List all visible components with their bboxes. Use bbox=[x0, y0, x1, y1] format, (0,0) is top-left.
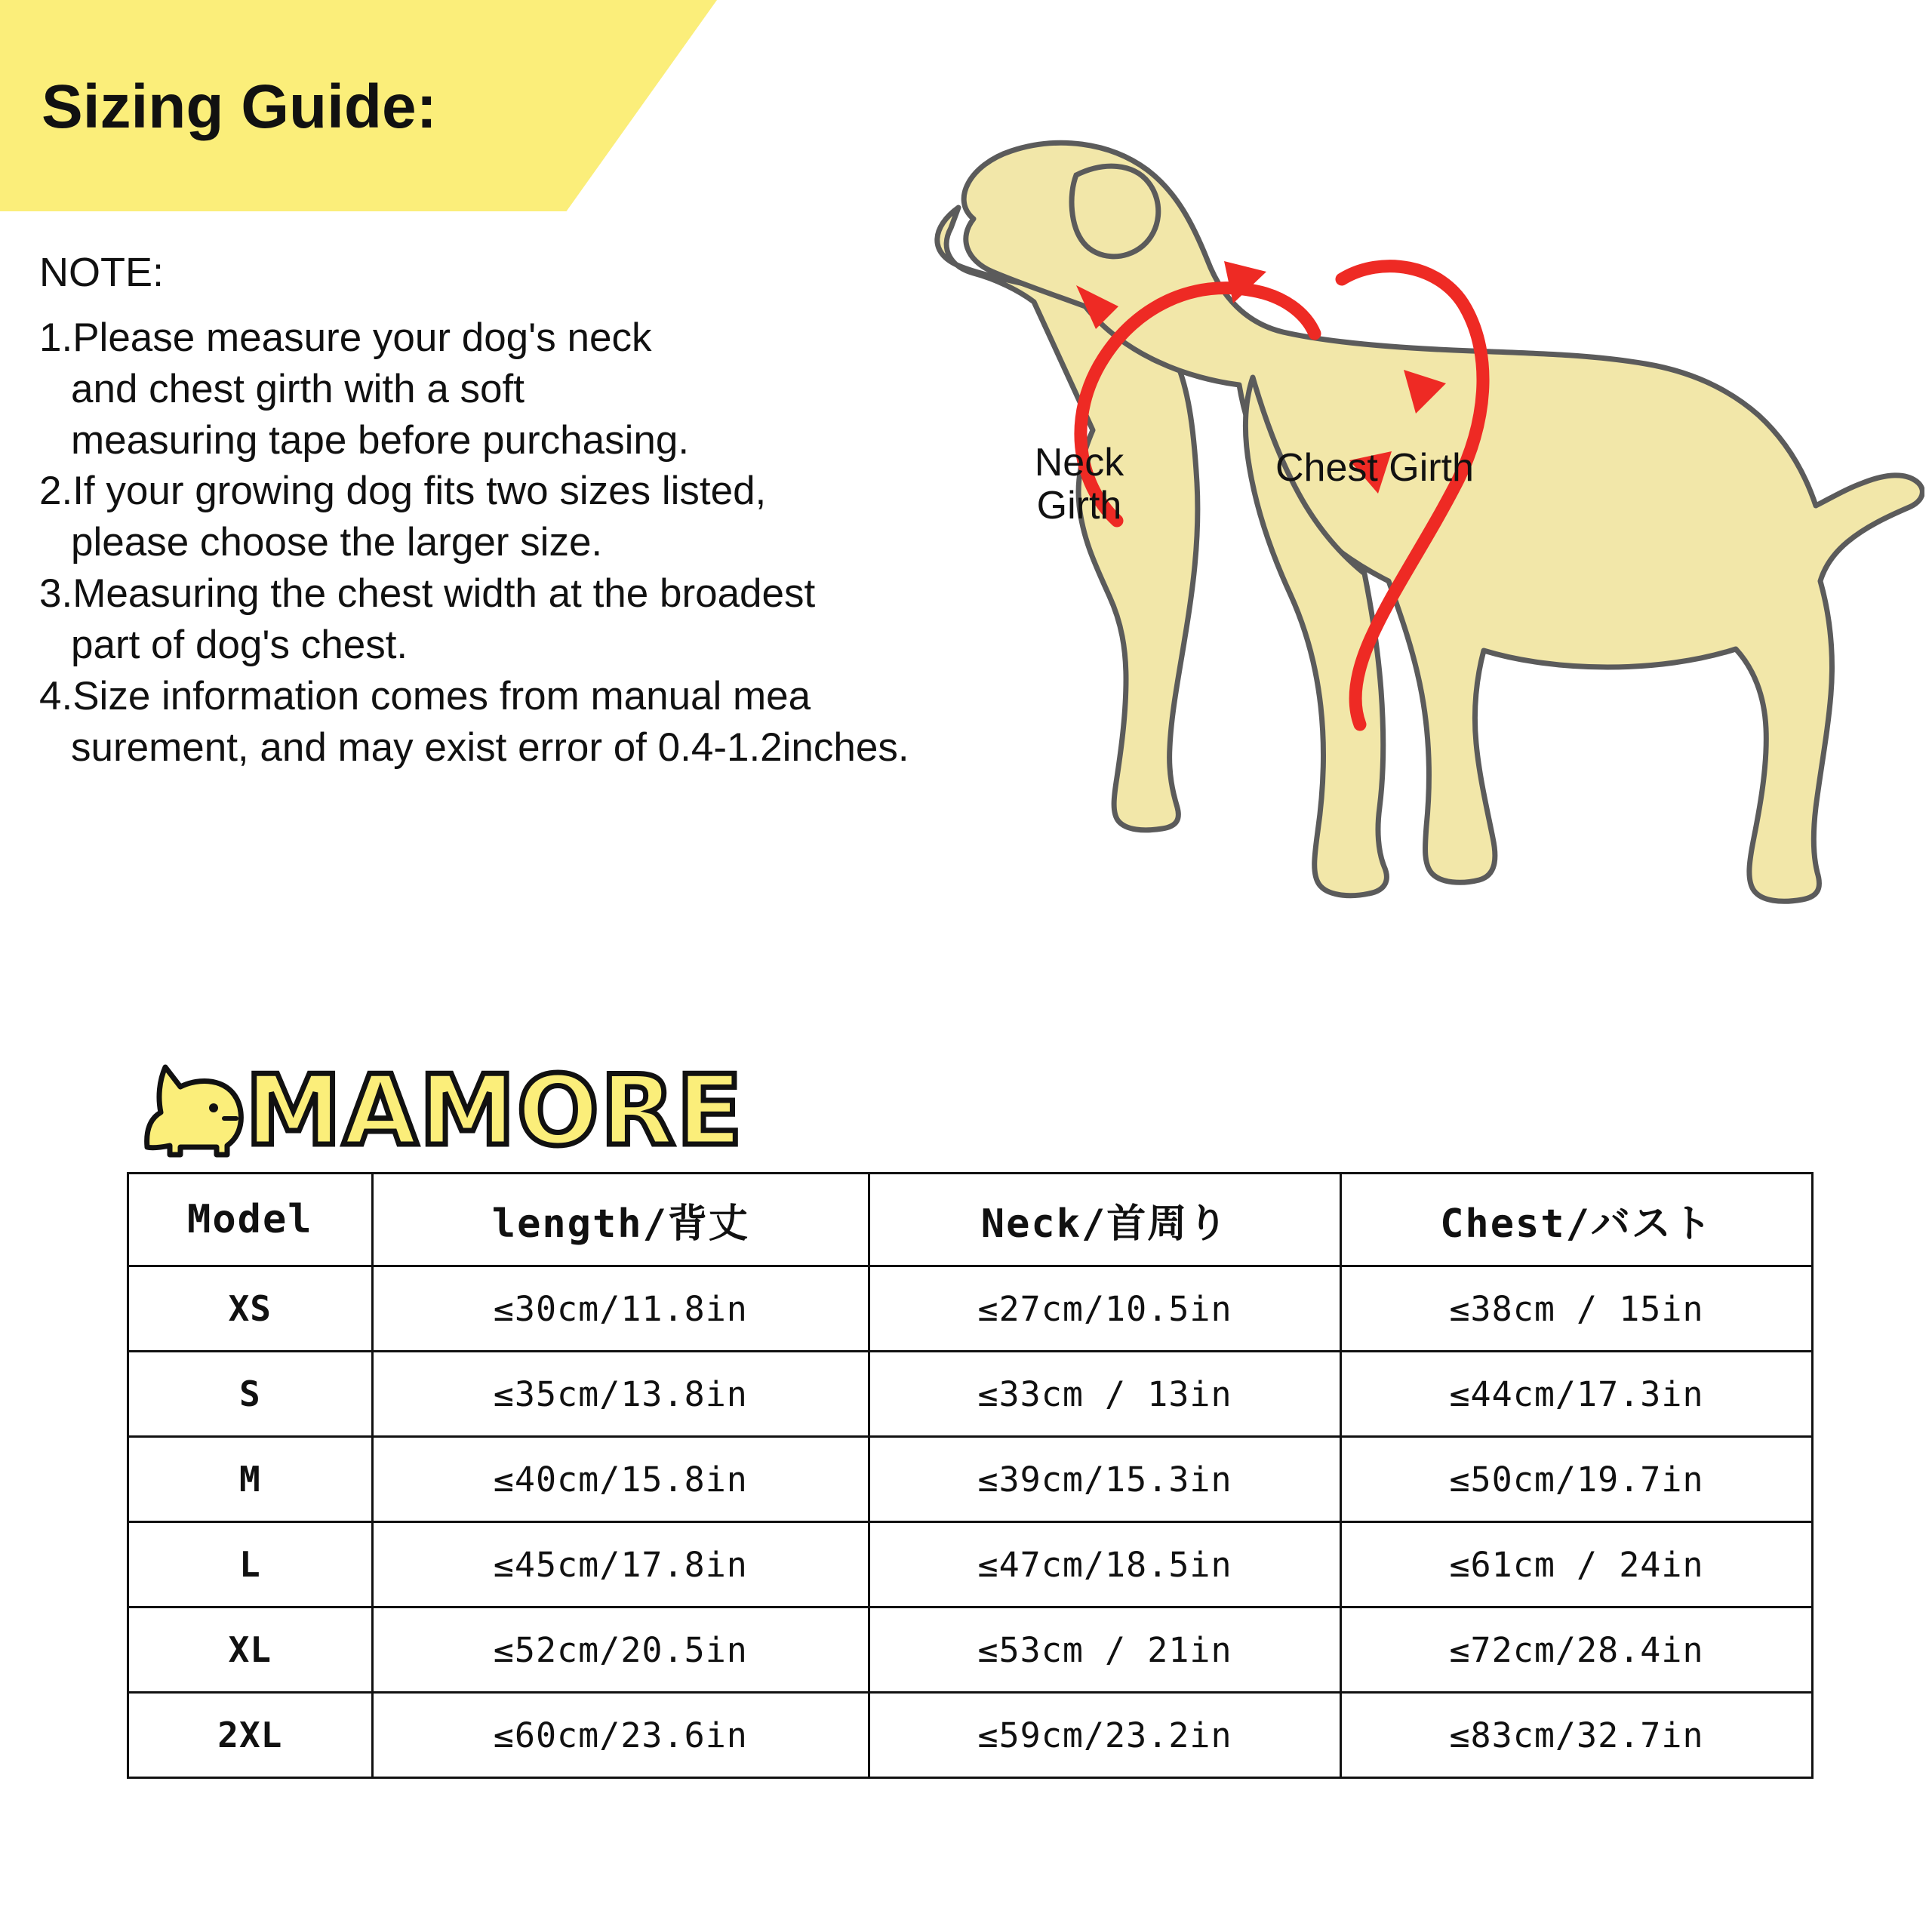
neck-girth-label bbox=[1015, 441, 1143, 528]
cell-chest: ≤61cm / 24in bbox=[1341, 1522, 1813, 1607]
notes-block bbox=[39, 249, 952, 773]
note-line: 1.Please measure your dog's neck bbox=[39, 315, 652, 360]
neck-girth-label-line2: Girth bbox=[1036, 484, 1122, 528]
size-table bbox=[127, 1172, 1814, 1779]
column-header-chest: Chest/バスト bbox=[1341, 1174, 1813, 1266]
neck-girth-label-line1: Neck bbox=[1034, 441, 1124, 485]
note-line: part of dog's chest. bbox=[71, 622, 408, 667]
chest-girth-label: Chest Girth bbox=[1275, 446, 1474, 490]
column-header-neck: Neck/首周り bbox=[869, 1174, 1341, 1266]
size-table-container bbox=[127, 1172, 1814, 1779]
notes-heading: NOTE: bbox=[39, 250, 165, 295]
table-header-row bbox=[128, 1174, 1813, 1266]
brand-logo bbox=[132, 1034, 751, 1166]
cell-model: M bbox=[128, 1437, 373, 1522]
dog-diagram bbox=[928, 128, 1924, 1034]
cell-chest: ≤44cm/17.3in bbox=[1341, 1352, 1813, 1437]
cell-model: L bbox=[128, 1522, 373, 1607]
table-row bbox=[128, 1352, 1813, 1437]
cell-chest: ≤38cm / 15in bbox=[1341, 1266, 1813, 1352]
cell-length: ≤45cm/17.8in bbox=[372, 1522, 869, 1607]
cell-length: ≤40cm/15.8in bbox=[372, 1437, 869, 1522]
cell-length: ≤35cm/13.8in bbox=[372, 1352, 869, 1437]
brand-wordmark: MAMORE bbox=[245, 1055, 744, 1166]
note-line: measuring tape before purchasing. bbox=[71, 417, 690, 463]
table-row bbox=[128, 1607, 1813, 1693]
cell-model: XS bbox=[128, 1266, 373, 1352]
cell-neck: ≤33cm / 13in bbox=[869, 1352, 1341, 1437]
cell-length: ≤30cm/11.8in bbox=[372, 1266, 869, 1352]
note-line: 3.Measuring the chest width at the broadest bbox=[39, 571, 816, 617]
cell-neck: ≤27cm/10.5in bbox=[869, 1266, 1341, 1352]
cell-chest: ≤83cm/32.7in bbox=[1341, 1693, 1813, 1778]
cell-length: ≤60cm/23.6in bbox=[372, 1693, 869, 1778]
cell-chest: ≤50cm/19.7in bbox=[1341, 1437, 1813, 1522]
column-header-length: length/背丈 bbox=[372, 1174, 869, 1266]
column-header-model: Model bbox=[128, 1174, 373, 1266]
table-row bbox=[128, 1266, 1813, 1352]
cell-model: XL bbox=[128, 1607, 373, 1693]
table-row bbox=[128, 1693, 1813, 1778]
cell-neck: ≤47cm/18.5in bbox=[869, 1522, 1341, 1607]
cell-neck: ≤39cm/15.3in bbox=[869, 1437, 1341, 1522]
cell-neck: ≤53cm / 21in bbox=[869, 1607, 1341, 1693]
table-row bbox=[128, 1522, 1813, 1607]
note-line: please choose the larger size. bbox=[71, 520, 603, 565]
cell-neck: ≤59cm/23.2in bbox=[869, 1693, 1341, 1778]
note-line: 2.If your growing dog fits two sizes listed, bbox=[39, 469, 767, 514]
cell-model: 2XL bbox=[128, 1693, 373, 1778]
cell-model: S bbox=[128, 1352, 373, 1437]
note-line: and chest girth with a soft bbox=[71, 366, 525, 411]
page-title: Sizing Guide: bbox=[42, 72, 437, 141]
note-line: surement, and may exist error of 0.4-1.2inches. bbox=[71, 724, 909, 770]
note-line: 4.Size information comes from manual mea bbox=[39, 673, 811, 718]
cell-chest: ≤72cm/28.4in bbox=[1341, 1607, 1813, 1693]
cell-length: ≤52cm/20.5in bbox=[372, 1607, 869, 1693]
table-row bbox=[128, 1437, 1813, 1522]
